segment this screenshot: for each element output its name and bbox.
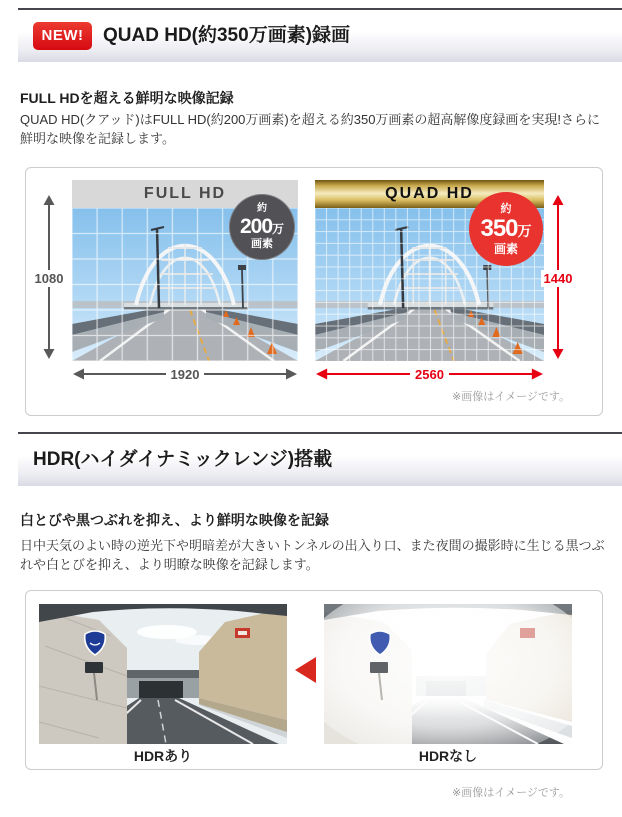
section-header-quadhd [18, 8, 622, 62]
quadhd-megapixel-badge: 約 350万 画素 [469, 192, 543, 266]
fullhd-height-value: 1080 [32, 270, 66, 287]
section-title-hdr: HDR(ハイダイナミックレンジ)搭載 [33, 449, 333, 470]
fullhd-width-arrow [72, 366, 298, 382]
image-disclaimer-note: ※画像はイメージです。 [451, 391, 570, 403]
quadhd-label-bar: QUAD HD [315, 180, 544, 208]
resolution-comparison-panel [25, 167, 603, 416]
hdr-comparison-panel [25, 590, 603, 770]
fullhd-width-value: 1920 [72, 367, 298, 382]
quadhd-subheading: FULL HDを超える鮮明な映像記録 [20, 90, 234, 106]
hdr-off-caption: HDRなし [418, 748, 478, 764]
section-header-hdr [18, 432, 622, 486]
fullhd-megapixel-badge: 約 200万 画素 [229, 194, 295, 260]
improvement-arrow-icon [295, 657, 316, 683]
quadhd-width-value: 2560 [315, 367, 544, 382]
hdr-on-image [39, 604, 287, 744]
image-disclaimer-note-2: ※画像はイメージです。 [451, 787, 570, 799]
quadhd-height-value: 1440 [541, 270, 575, 287]
hdr-on-caption: HDRあり [133, 748, 193, 764]
section-title-quadhd: QUAD HD(約350万画素)録画 [103, 25, 351, 46]
hdr-body-text: 日中天気のよい時の逆光下や明暗差が大きいトンネルの出入り口、また夜間の撮影時に生じる黒つぶれや白とびを抑え、より明瞭な映像を記録します。 [20, 538, 605, 572]
new-badge: NEW! [33, 22, 92, 50]
hdr-subheading: 白とびや黒つぶれを抑え、より鮮明な映像を記録 [20, 512, 329, 528]
hdr-off-image [324, 604, 572, 744]
quadhd-width-arrow [315, 366, 544, 382]
quadhd-body-text: QUAD HD(クアッド)はFULL HD(約200万画素)を超える約350万画素の超高解像度録画を実現!さらに鮮明な映像を記録します。 [20, 112, 601, 146]
fullhd-label-bar: FULL HD [72, 180, 298, 208]
